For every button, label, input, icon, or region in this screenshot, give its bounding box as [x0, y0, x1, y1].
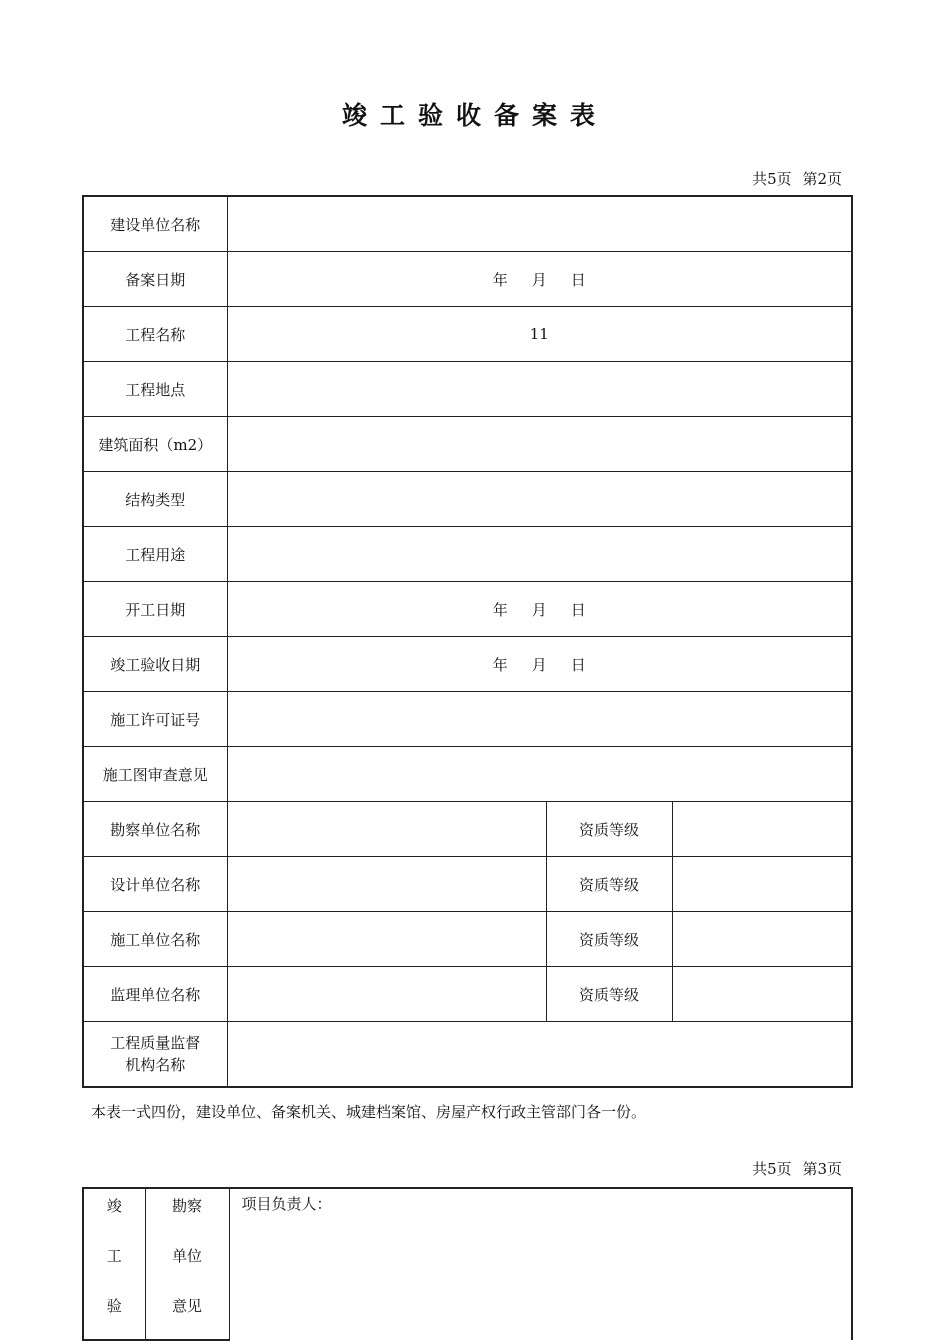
field-label: 工程用途 — [83, 527, 227, 582]
field-label: 开工日期 — [83, 582, 227, 637]
table-row — [83, 582, 852, 637]
unit-label: 设计单位名称 — [83, 857, 227, 912]
field-label: 结构类型 — [83, 472, 227, 527]
field-value[interactable] — [227, 637, 852, 692]
date-year-label: 年 — [492, 600, 508, 619]
table-row — [83, 692, 852, 747]
label-line: 意见 — [171, 1297, 202, 1315]
field-value[interactable] — [227, 527, 852, 582]
label-line: 单位 — [171, 1247, 202, 1265]
field-value[interactable] — [227, 362, 852, 417]
page-current: 第2页 — [802, 170, 842, 188]
vertical-char: 验 — [106, 1297, 122, 1315]
label-line: 机构名称 — [125, 1056, 186, 1074]
date-day-label: 日 — [570, 270, 586, 289]
field-label: 建设单位名称 — [83, 196, 227, 252]
date-month-label: 月 — [531, 600, 547, 619]
field-value[interactable] — [227, 417, 852, 472]
date-year-label: 年 — [492, 270, 508, 289]
label-line: 勘察 — [171, 1197, 202, 1215]
qualification-value[interactable] — [672, 802, 852, 857]
unit-row — [83, 967, 852, 1022]
qualification-label: 资质等级 — [546, 857, 672, 912]
form-note: 本表一式四份，建设单位、备案机关、城建档案馆、房屋产权行政主管部门各一份。 — [91, 1103, 647, 1121]
qualification-value[interactable] — [672, 967, 852, 1022]
field-value[interactable]: 11 — [227, 307, 852, 362]
unit-row — [83, 857, 852, 912]
date-month-label: 月 — [531, 655, 547, 674]
field-value[interactable] — [227, 582, 852, 637]
survey-opinion-label — [145, 1188, 229, 1340]
page-total: 共5页 — [752, 1160, 792, 1178]
section-vertical-label — [83, 1188, 145, 1340]
vertical-char: 工 — [106, 1247, 122, 1265]
unit-name-value[interactable] — [227, 967, 546, 1022]
supervision-value[interactable] — [227, 1022, 852, 1088]
field-value[interactable] — [227, 747, 852, 802]
field-value[interactable] — [227, 252, 852, 307]
unit-row — [83, 912, 852, 967]
table-row — [83, 362, 852, 417]
qualification-label: 资质等级 — [546, 912, 672, 967]
unit-name-value[interactable] — [227, 857, 546, 912]
page-indicator-2 — [746, 1158, 842, 1179]
table-row — [83, 527, 852, 582]
page-indicator — [746, 168, 842, 189]
table-row — [83, 252, 852, 307]
vertical-char: 竣 — [106, 1197, 122, 1215]
date-year-label: 年 — [492, 655, 508, 674]
supervision-label — [83, 1022, 227, 1088]
acceptance-opinion-table — [82, 1187, 853, 1341]
table-row — [83, 417, 852, 472]
qualification-value[interactable] — [672, 857, 852, 912]
field-value[interactable] — [227, 196, 852, 252]
unit-label: 监理单位名称 — [83, 967, 227, 1022]
field-label: 施工图审查意见 — [83, 747, 227, 802]
page-current: 第3页 — [802, 1160, 842, 1178]
field-label: 备案日期 — [83, 252, 227, 307]
survey-opinion-cell[interactable] — [229, 1188, 852, 1340]
qualification-value[interactable] — [672, 912, 852, 967]
field-label: 竣工验收日期 — [83, 637, 227, 692]
page-total: 共5页 — [752, 170, 792, 188]
unit-label: 勘察单位名称 — [83, 802, 227, 857]
form-title: 竣工验收备案表 — [341, 101, 608, 130]
unit-label: 施工单位名称 — [83, 912, 227, 967]
supervision-row — [83, 1022, 852, 1088]
qualification-label: 资质等级 — [546, 967, 672, 1022]
field-label: 工程名称 — [83, 307, 227, 362]
date-day-label: 日 — [570, 600, 586, 619]
label-line: 工程质量监督 — [110, 1034, 201, 1052]
field-value[interactable] — [227, 692, 852, 747]
field-value[interactable] — [227, 472, 852, 527]
unit-name-value[interactable] — [227, 802, 546, 857]
unit-name-value[interactable] — [227, 912, 546, 967]
table-row — [83, 637, 852, 692]
field-label: 施工许可证号 — [83, 692, 227, 747]
table-row — [83, 472, 852, 527]
table-row — [83, 196, 852, 252]
project-leader-label: 项目负责人： — [241, 1195, 332, 1213]
table-row — [83, 307, 852, 362]
filing-table — [82, 195, 853, 1088]
qualification-label: 资质等级 — [546, 802, 672, 857]
field-label: 工程地点 — [83, 362, 227, 417]
date-month-label: 月 — [531, 270, 547, 289]
table-row — [83, 747, 852, 802]
unit-row — [83, 802, 852, 857]
field-label: 建筑面积（m2） — [83, 417, 227, 472]
date-day-label: 日 — [570, 655, 586, 674]
